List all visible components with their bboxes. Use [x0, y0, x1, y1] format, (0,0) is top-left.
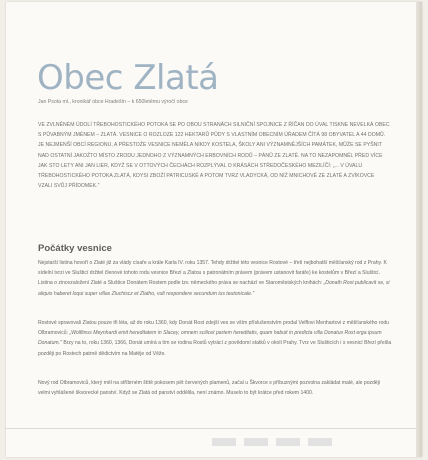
paragraph-1	[38, 258, 392, 299]
section-heading: Počátky vesnice	[38, 243, 112, 254]
paragraph-1-text: Nejstarší listina hovoří o Zlaté již za vlády císaře a krále Karla IV. roku 1357. Tehdy držitel této vesnice Rostové – třetí nejbohatší měšťanský rod z Prahy. K sídelní tvrzi ve Slušticí držitel členové tohoto rodu vesnice Březí a Zlatou s patronátním právem (právem ustanovit faráře) ke kostelům v Březí a Slušticí. Listina o zinovzaložení Zlaté a Sluštice Donátem Rostem podle tzv. německého práva se nachází ve Staroměstských knihách:	[38, 260, 387, 287]
paragraph-1-quote: „Donath Rost publicavit se, si aliquis haberet loqui super villas Zluchiscz et Zlatho, vult respondere secundum ius teutonicale."	[38, 280, 390, 297]
intro-paragraph: VE ZVLNĚNÉM ÚDOLÍ TŘEBOHOSTICKÉHO POTOKA SE PO OBOU STRANÁCH SILNIČNÍ SPOJNICE Z ŘÍČAN DO ÚVAL TISKNE NEVELKÁ OBEC S PŮVABNÝM JMÉNEM – ZLATÁ. VESNICE O ROZLOZE 122 HEKTARŮ PŮDY S VLASTNÍM OBECNÍM ÚŘADEM ČÍTÁ 98 OBYVATEL A 44 DOMŮ. JE NEJMENŠÍ OBCÍ REGIONU, A PŘESTOŽE VESNICE NEMĚLA NIKDY KOSTELA, ŠKOLY ANI VÝZNAMNĚJŠÍCH PAMÁTEK, MŮŽE SE PYŠNIT NAD OSTATNÍ JAKOŽTO MÍSTO ZRODU JEDNOHO Z VÝZNAMNÝCH ERBOVNÍCH RODŮ – PÁNŮ ZE ZLATÉ. NA TO NEZAPOMNĚL PŘED VÍCE JAK STO LETY ANI JAN LIER, KDYŽ SE V OTTOVÝCH ČECHÁCH ROZPLÝVAL O KRÁSÁCH STŘEDOČESKÉHO MEZILÍČÍ: „... V ÚVALU TŘEBOHOSTICKÉHO POTOKA ZLATÁ, KDYSI ZBOŽÍ PATRICUSKÉ A POTOM TVRZ VLADYCKÁ, OD NÍŽ MNICHOVÉ ZE ZLATÉ A ZVÍKOVCE VZALI SVŮJ PŘÍDOMEK."	[38, 122, 390, 190]
paragraph-2-quote: „Wolflinus Meynhardi emit hereditatem in Slacey, omnem scilicet partem hereditatis, quam habuit in predicta villa Donatus Rost erga ipsum Donatum."	[38, 330, 382, 347]
footer-bar	[308, 438, 332, 446]
page-spine-shadow	[416, 2, 422, 457]
footer-bar	[212, 438, 236, 446]
paragraph-2-tail: Brzy na to, roku 1360, 1366, Donát umírá a tím se rodina Rostů vytrácí z povědomí statků v okolí Prahy. Tvrz ve Slušticích i s vesnicí Březí přešla později po Rostech patrně dědictvím na Matěje od Věže.	[38, 340, 392, 357]
footer-divider	[6, 428, 422, 429]
paragraph-2	[38, 318, 392, 359]
author-line: Jan Psota ml., kronikář obce Hradešín – k 650letému výročí obce	[38, 99, 188, 105]
page-title: Obec Zlatá	[37, 58, 219, 98]
footer-bar	[276, 438, 300, 446]
footer-bar	[244, 438, 268, 446]
book-page	[6, 2, 422, 457]
paragraph-2-text: Rostové spravovali Zlatou pouze tři léta, až do roku 1360, kdy Donát Rost zdejší ves se vším příslušenstvím prodal Velflovi Menhartovi z měšťanského rodu Olbramoviců:	[38, 320, 389, 337]
paragraph-3: Nový rod Olbramoviců, který měl na stříbrném štítě pokosem pět červených plamenů, začal u Škvorce s příbuznými pozvolna zakládat malé, ale později velmi vyhlášené škvorecké panství. Když se Zlatá od panství oddělila, není známo. Muselo to být krátce před rokem 1400.	[38, 380, 381, 397]
